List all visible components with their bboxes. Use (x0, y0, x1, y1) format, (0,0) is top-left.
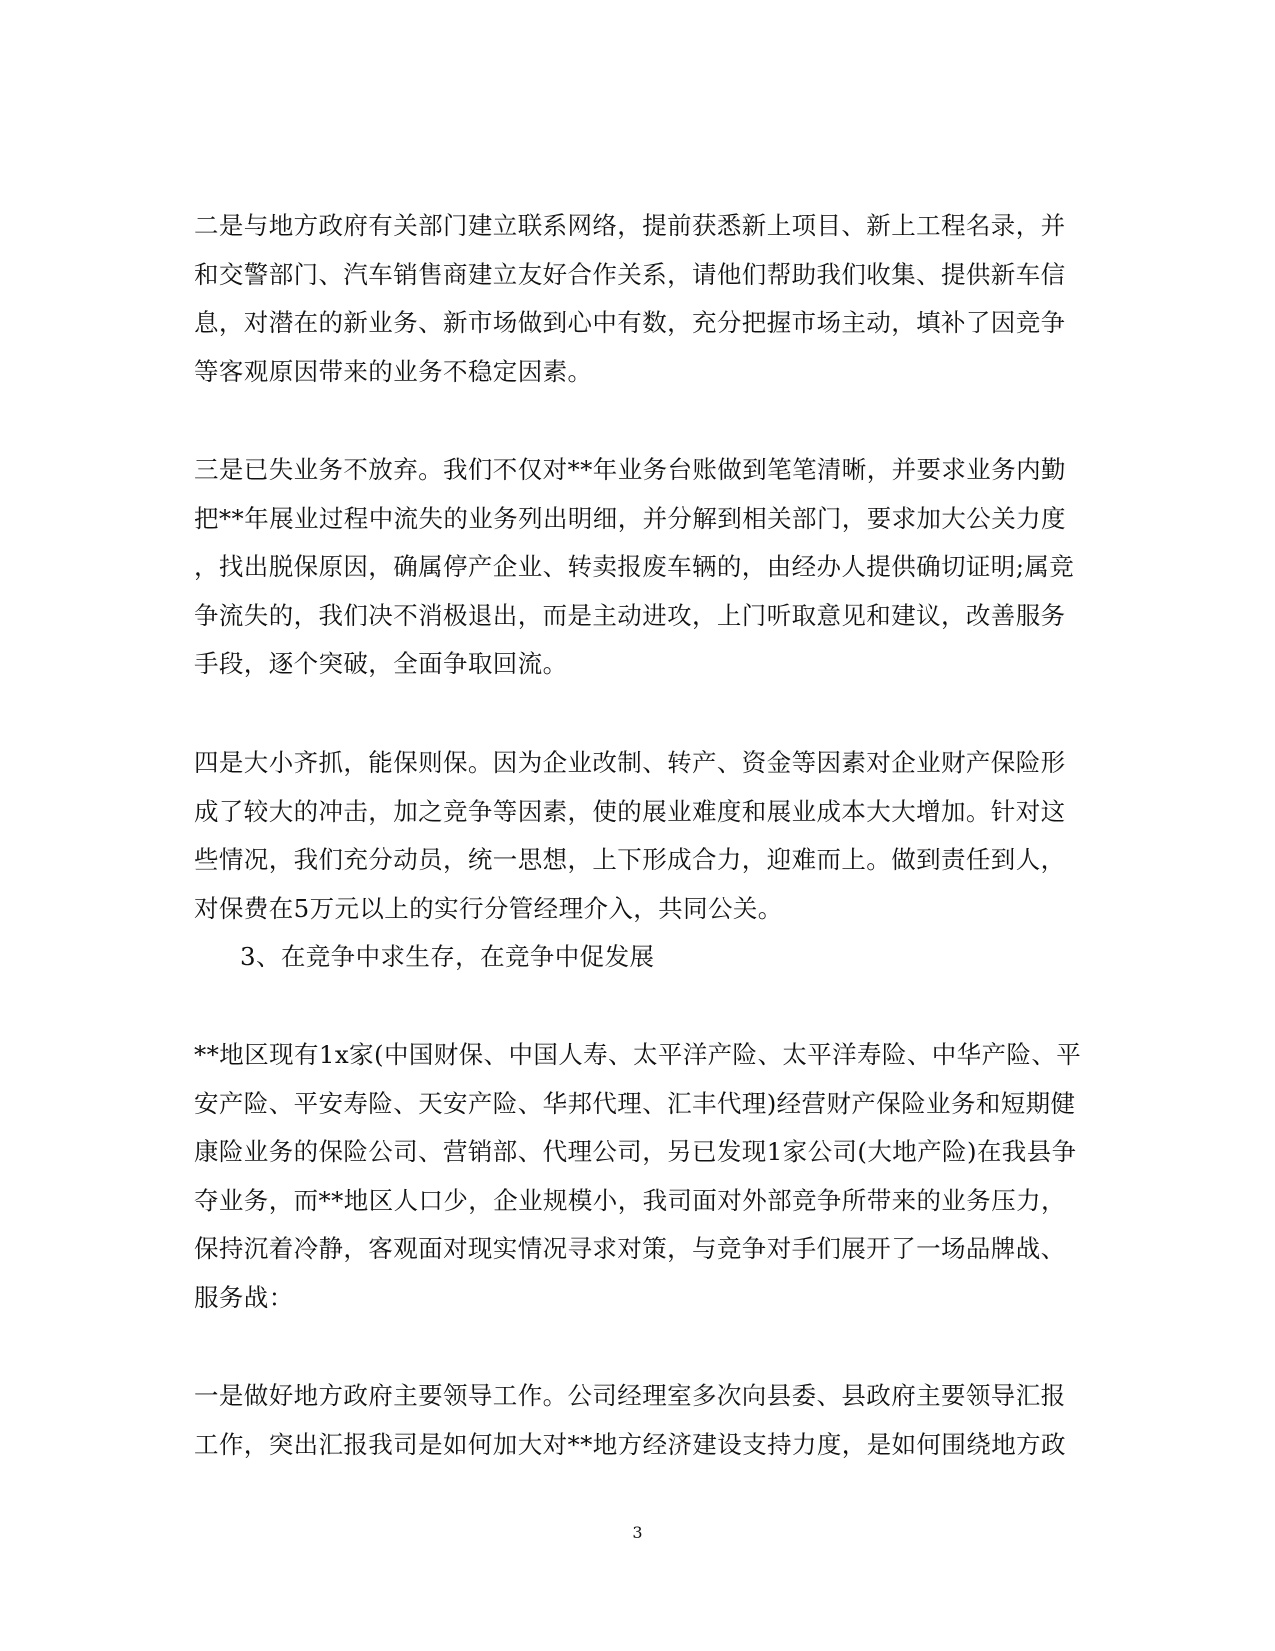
text-line: 些情况，我们充分动员，统一思想，上下形成合力，迎难而上。做到责任到人， (194, 845, 1066, 874)
page-number: 3 (632, 1523, 643, 1542)
section-heading-competition (240, 933, 1130, 982)
text-line: **地区现有1x家(中国财保、中国人寿、太平洋产险、太平洋寿险、中华产险、平 (194, 1040, 1082, 1069)
text-line: 工作，突出汇报我司是如何加大对**地方经济建设支持力度，是如何围绕地方政 (194, 1429, 1066, 1459)
text-line: 和交警部门、汽车销售商建立友好合作关系，请他们帮助我们收集、提供新车信 (194, 259, 1066, 289)
paragraph-lost-business (194, 446, 1084, 689)
text-line: 二是与地方政府有关部门建立联系网络，提前获悉新上项目、新上工程名录，并 (194, 211, 1066, 240)
paragraph-large-and-small (194, 739, 1084, 933)
text-line: 三是已失业务不放弃。我们不仅对**年业务台账做到笔笔清晰，并要求业务内勤 (194, 455, 1066, 484)
paragraph-government-leaders (194, 1372, 1084, 1469)
paragraph-network-building (194, 202, 1084, 396)
text-line: 争流失的，我们决不消极退出，而是主动进攻，上门听取意见和建议，改善服务 (194, 600, 1066, 630)
text-line: 对保费在5万元以上的实行分管经理介入，共同公关。 (194, 893, 783, 923)
text-line: 等客观原因带来的业务不稳定因素。 (194, 356, 593, 386)
text-line: 手段，逐个突破，全面争取回流。 (194, 649, 568, 678)
text-line: 保持沉着冷静，客观面对现实情况寻求对策，与竞争对手们展开了一场品牌战、 (194, 1234, 1066, 1263)
text-line: 服务战： (194, 1282, 294, 1312)
text-line: 息，对潜在的新业务、新市场做到心中有数，充分把握市场主动，填补了因竞争 (194, 308, 1066, 337)
paragraph-local-market (194, 1031, 1084, 1322)
text-line: 夺业务，而**地区人口少，企业规模小，我司面对外部竞争所带来的业务压力， (194, 1185, 1066, 1215)
text-line: 一是做好地方政府主要领导工作。公司经理室多次向县委、县政府主要领导汇报 (194, 1381, 1066, 1410)
text-line: 成了较大的冲击，加之竞争等因素，使的展业难度和展业成本大大增加。针对这 (194, 796, 1066, 826)
text-line: 康险业务的保险公司、营销部、代理公司，另已发现1家公司(大地产险)在我县争 (194, 1137, 1077, 1166)
heading-text: 3、在竞争中求生存，在竞争中促发展 (240, 942, 655, 971)
text-line: 安产险、平安寿险、天安产险、华邦代理、汇丰代理)经营财产保险业务和短期健 (194, 1088, 1076, 1118)
text-line: 把**年展业过程中流失的业务列出明细，并分解到相关部门，要求加大公关力度 (194, 503, 1066, 533)
text-line: 四是大小齐抓，能保则保。因为企业改制、转产、资金等因素对企业财产保险形 (194, 748, 1066, 777)
text-line: ，找出脱保原因，确属停产企业、转卖报废车辆的，由经办人提供确切证明;属竞 (194, 552, 1075, 581)
